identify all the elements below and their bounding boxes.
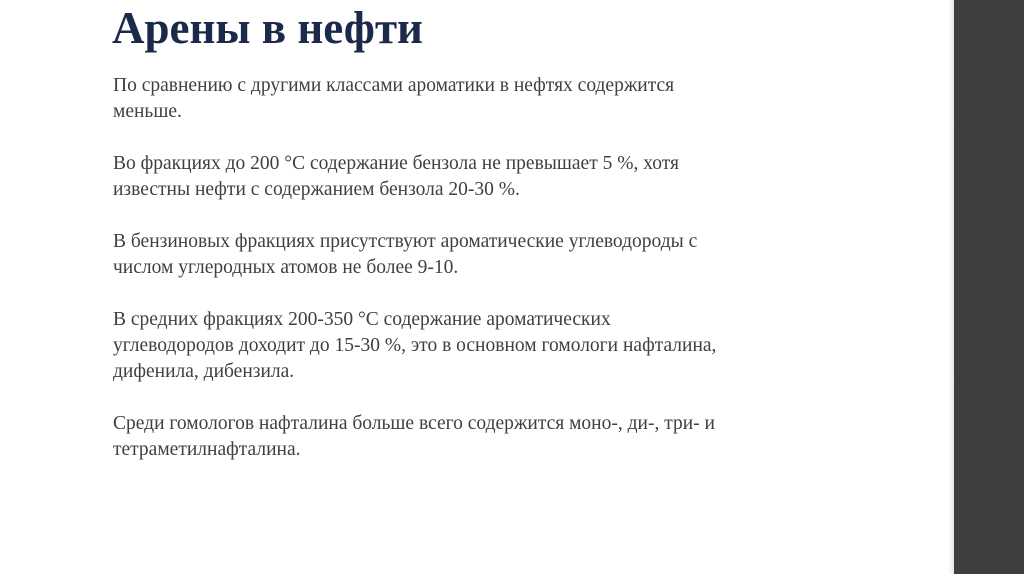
paragraph-line: В средних фракциях 200-350 °С содержание ароматических — [113, 309, 611, 330]
slide-body — [113, 73, 893, 489]
paragraph-line: дифенила, дибензила. — [113, 361, 295, 382]
paragraph-5 — [113, 411, 893, 463]
paragraph-2 — [113, 151, 893, 203]
paragraph-line: тетраметилнафталина. — [113, 439, 301, 460]
paragraph-line: В бензиновых фракциях присутствуют ароматические углеводороды с — [113, 231, 698, 252]
paragraph-line: Среди гомологов нафталина больше всего содержится моно-, ди-, три- и — [113, 413, 715, 434]
paragraph-line: углеводородов доходит до 15-30 %, это в основном гомологи нафталина, — [113, 335, 717, 356]
side-bar — [954, 0, 1024, 574]
paragraph-line: По сравнению с другими классами ароматики в нефтях содержится — [113, 75, 675, 96]
paragraph-1 — [113, 73, 893, 125]
paragraph-line: известны нефти с содержанием бензола 20-30 %. — [113, 179, 520, 200]
paragraph-line: числом углеродных атомов не более 9-10. — [113, 257, 459, 278]
paragraph-4 — [113, 307, 893, 385]
paragraph-line: меньше. — [113, 101, 182, 122]
slide-title: Арены в нефти — [112, 3, 423, 53]
paragraph-3 — [113, 229, 893, 281]
paragraph-line: Во фракциях до 200 °С содержание бензола не превышает 5 %, хотя — [113, 153, 679, 174]
